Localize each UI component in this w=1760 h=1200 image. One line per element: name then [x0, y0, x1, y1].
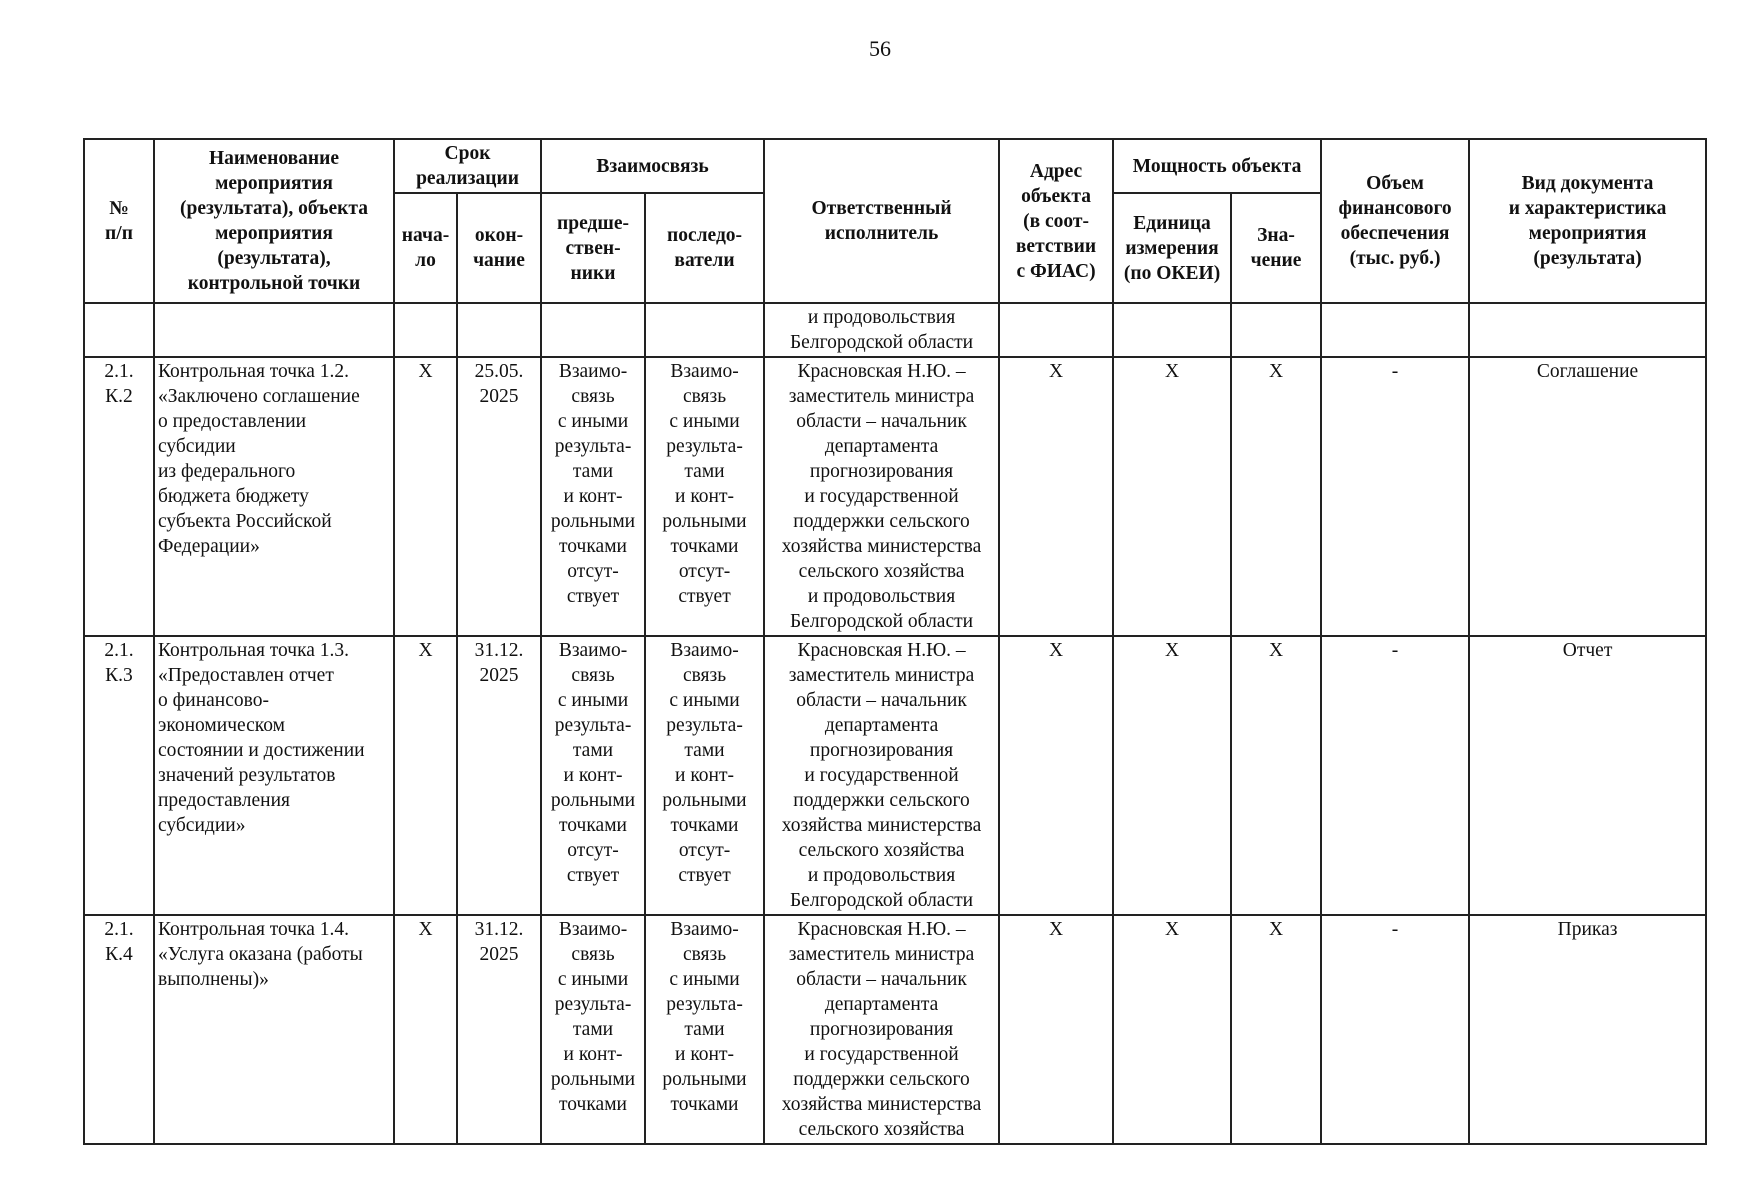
cell-unit: X	[1113, 357, 1231, 636]
cell-value: X	[1231, 636, 1321, 915]
cell-address: X	[999, 636, 1113, 915]
header-term: Срок реализации	[394, 139, 541, 193]
header-row-1	[84, 139, 1706, 193]
header-finance: Объем финансового обеспечения (тыс. руб.)	[1321, 139, 1469, 303]
cell-next: Взаимо- связь с иными результа- тами и конт- рольными точками	[645, 915, 764, 1144]
header-capacity: Мощность объекта	[1113, 139, 1321, 193]
cell-doc: Соглашение	[1469, 357, 1706, 636]
cell-next: Взаимо- связь с иными результа- тами и конт- рольными точками отсут- ствует	[645, 357, 764, 636]
header-link: Взаимосвязь	[541, 139, 764, 193]
cell-name: Контрольная точка 1.3. «Предоставлен отчет о финансово- экономическом состоянии и достижении значений результатов предоставления субсидии»	[154, 636, 394, 915]
cell-end: 31.12. 2025	[457, 915, 541, 1144]
header-num: № п/п	[84, 139, 154, 303]
cell-next: Взаимо- связь с иными результа- тами и конт- рольными точками отсут- ствует	[645, 636, 764, 915]
header-responsible: Ответственный исполнитель	[764, 139, 999, 303]
cell-doc: Отчет	[1469, 636, 1706, 915]
cell-start: X	[394, 915, 457, 1144]
header-link-prev: предше- ствен- ники	[541, 193, 645, 303]
cell-num: 2.1. К.3	[84, 636, 154, 915]
cell-responsible: Красновская Н.Ю. – заместитель министра области – начальник департамента прогнозирования и государственной поддержки сельского хозяйства министерства сельского хозяйства	[764, 915, 999, 1144]
cell-address: X	[999, 915, 1113, 1144]
cell-start: X	[394, 636, 457, 915]
continuation-row	[84, 303, 1706, 357]
table-row	[84, 636, 1706, 915]
header-name: Наименование мероприятия (результата), объекта мероприятия (результата), контрольной точки	[154, 139, 394, 303]
header-capacity-value: Зна- чение	[1231, 193, 1321, 303]
cell-finance: -	[1321, 636, 1469, 915]
cell-start: X	[394, 357, 457, 636]
cell-num: 2.1. К.2	[84, 357, 154, 636]
cell-address: X	[999, 357, 1113, 636]
cell-prev: Взаимо- связь с иными результа- тами и конт- рольными точками	[541, 915, 645, 1144]
header-link-next: последо- ватели	[645, 193, 764, 303]
cell-responsible: и продовольствия Белгородской области	[764, 303, 999, 357]
cell-value: X	[1231, 915, 1321, 1144]
cell-name: Контрольная точка 1.4. «Услуга оказана (работы выполнены)»	[154, 915, 394, 1144]
header-capacity-unit: Единица измерения (по ОКЕИ)	[1113, 193, 1231, 303]
cell-finance: -	[1321, 915, 1469, 1144]
cell-end: 31.12. 2025	[457, 636, 541, 915]
cell-prev: Взаимо- связь с иными результа- тами и конт- рольными точками отсут- ствует	[541, 636, 645, 915]
cell-name: Контрольная точка 1.2. «Заключено соглашение о предоставлении субсидии из федерального бюджета бюджету субъекта Российской Федерации»	[154, 357, 394, 636]
cell-end: 25.05. 2025	[457, 357, 541, 636]
header-address: Адрес объекта (в соот- ветствии с ФИАС)	[999, 139, 1113, 303]
header-doc: Вид документа и характеристика мероприятия (результата)	[1469, 139, 1706, 303]
control-points-table	[83, 138, 1707, 1145]
table-row	[84, 357, 1706, 636]
cell-prev: Взаимо- связь с иными результа- тами и конт- рольными точками отсут- ствует	[541, 357, 645, 636]
cell-finance: -	[1321, 357, 1469, 636]
page-number: 56	[869, 36, 891, 61]
cell-value: X	[1231, 357, 1321, 636]
cell-unit: X	[1113, 636, 1231, 915]
cell-doc: Приказ	[1469, 915, 1706, 1144]
cell-unit: X	[1113, 915, 1231, 1144]
cell-responsible: Красновская Н.Ю. – заместитель министра области – начальник департамента прогнозирования и государственной поддержки сельского хозяйства министерства сельского хозяйства и продовольствия Белгородской области	[764, 357, 999, 636]
cell-responsible: Красновская Н.Ю. – заместитель министра области – начальник департамента прогнозирования и государственной поддержки сельского хозяйства министерства сельского хозяйства и продовольствия Белгородской области	[764, 636, 999, 915]
table-row	[84, 915, 1706, 1144]
cell-num: 2.1. К.4	[84, 915, 154, 1144]
header-term-start: нача- ло	[394, 193, 457, 303]
header-term-end: окон- чание	[457, 193, 541, 303]
